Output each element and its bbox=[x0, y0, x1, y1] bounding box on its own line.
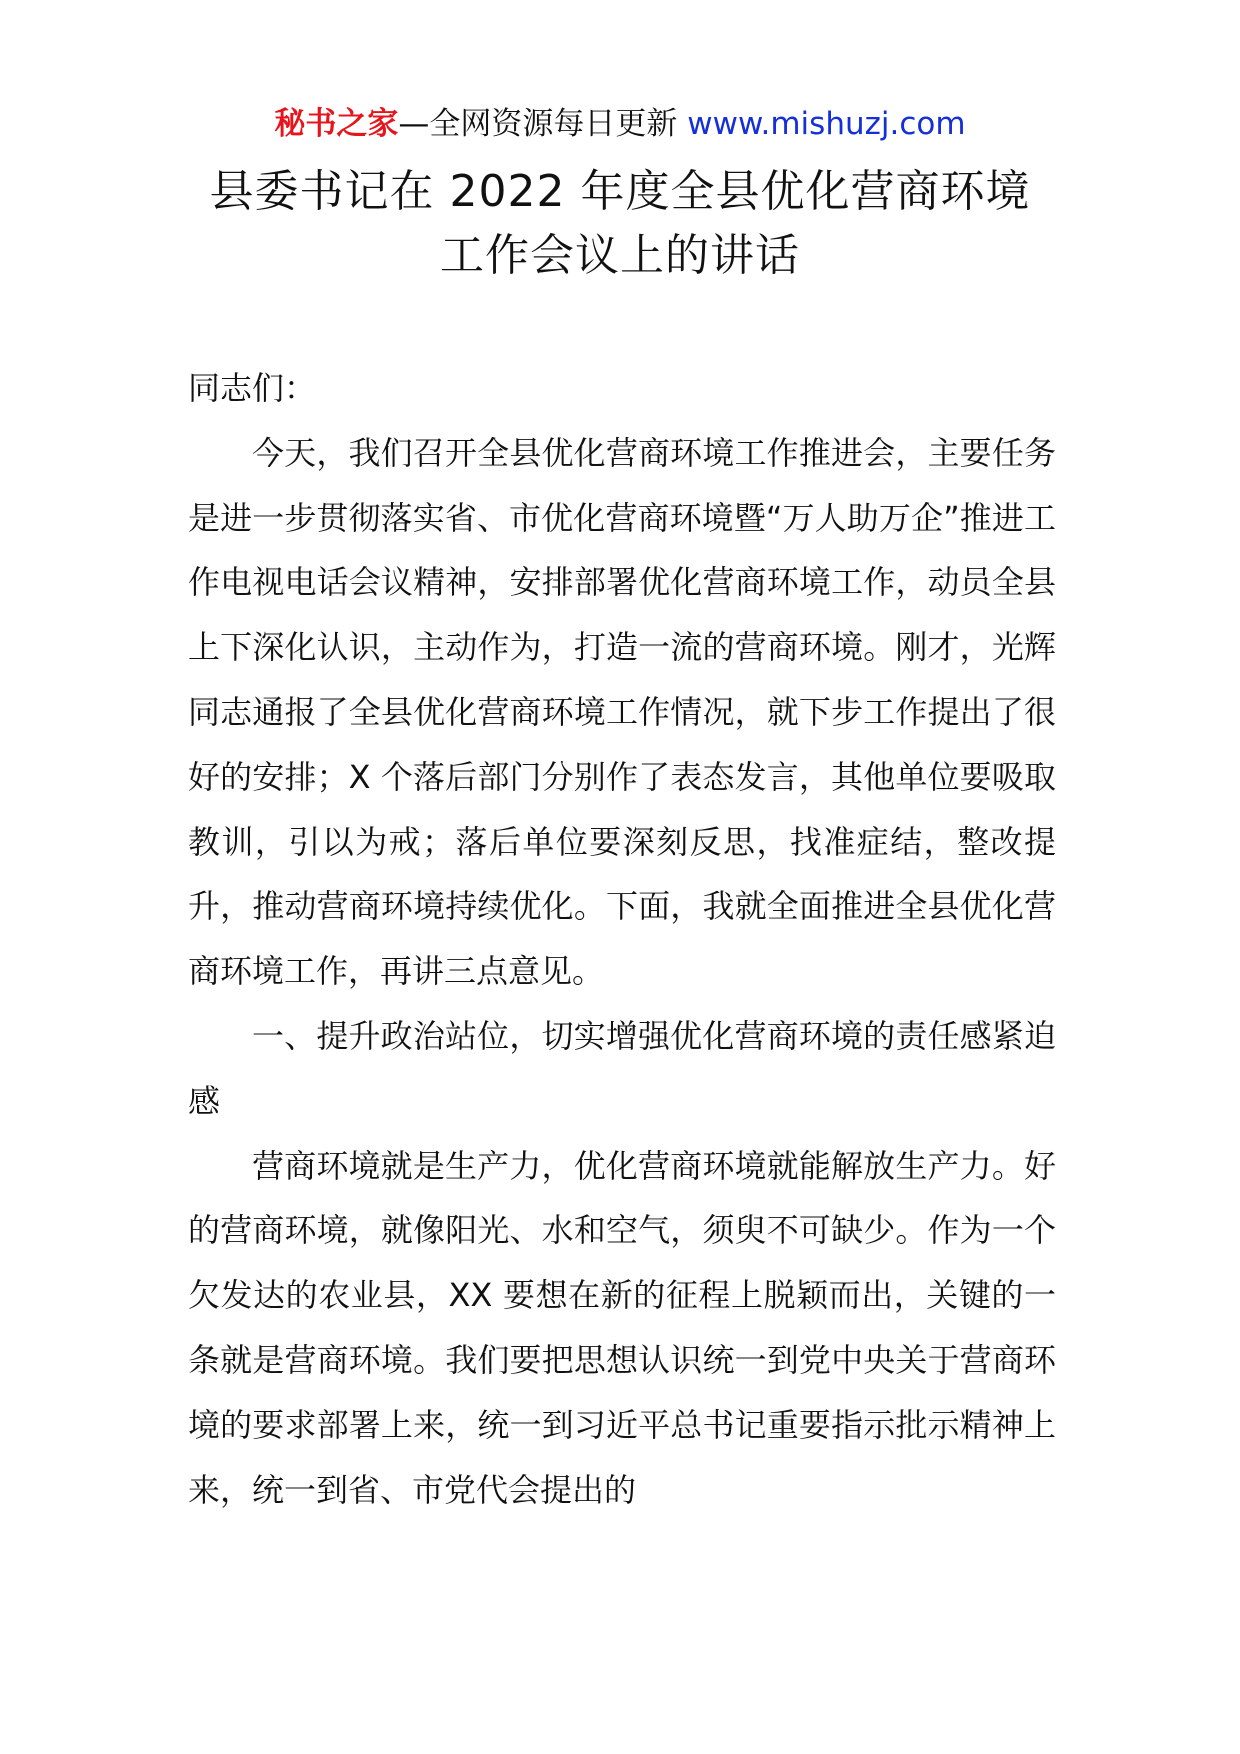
site-url-link[interactable]: www.mishuzj.com bbox=[687, 106, 966, 142]
title-line-2: 工作会议上的讲话 bbox=[440, 230, 800, 281]
brand-name: 秘书之家 bbox=[274, 106, 399, 142]
paragraph-intro: 今天，我们召开全县优化营商环境工作推进会，主要任务是进一步贯彻落实省、市优化营商环境暨“万人助万企”推进工作电视电话会议精神，安排部署优化营商环境工作，动员全县上下深化认识，主动作为，打造一流的营商环境。刚才，光辉同志通报了全县优化营商环境工作情况，就下步工作提出了很好的安排；X 个落后部门分别作了表态发言，其他单位要吸取教训，引以为戒；落后单位要深刻反思，找准症结，整改提升，推动营商环境持续优化。下面，我就全面推进全县优化营商环境工作，再讲三点意见。 bbox=[188, 433, 1056, 991]
document-title bbox=[0, 160, 1240, 288]
salutation: 同志们： bbox=[188, 369, 317, 407]
paragraph-section-1: 营商环境就是生产力，优化营商环境就能解放生产力。好的营商环境，就像阳光、水和空气，须臾不可缺少。作为一个欠发达的农业县，XX 要想在新的征程上脱颖而出，关键的一条就是营商环境。我们要把思想认识统一到党中央关于营商环境的要求部署上来，统一到习近平总书记重要指示批示精神上来，统一到省、市党代会提出的 bbox=[188, 1146, 1056, 1509]
site-banner bbox=[0, 100, 1240, 148]
section-heading-1: 一、提升政治站位，切实增强优化营商环境的责任感紧迫感 bbox=[188, 1016, 1056, 1120]
document-body bbox=[188, 356, 1056, 1522]
banner-slogan: —全网资源每日更新 bbox=[398, 106, 688, 142]
title-line-1: 县委书记在 2022 年度全县优化营商环境 bbox=[209, 166, 1031, 217]
